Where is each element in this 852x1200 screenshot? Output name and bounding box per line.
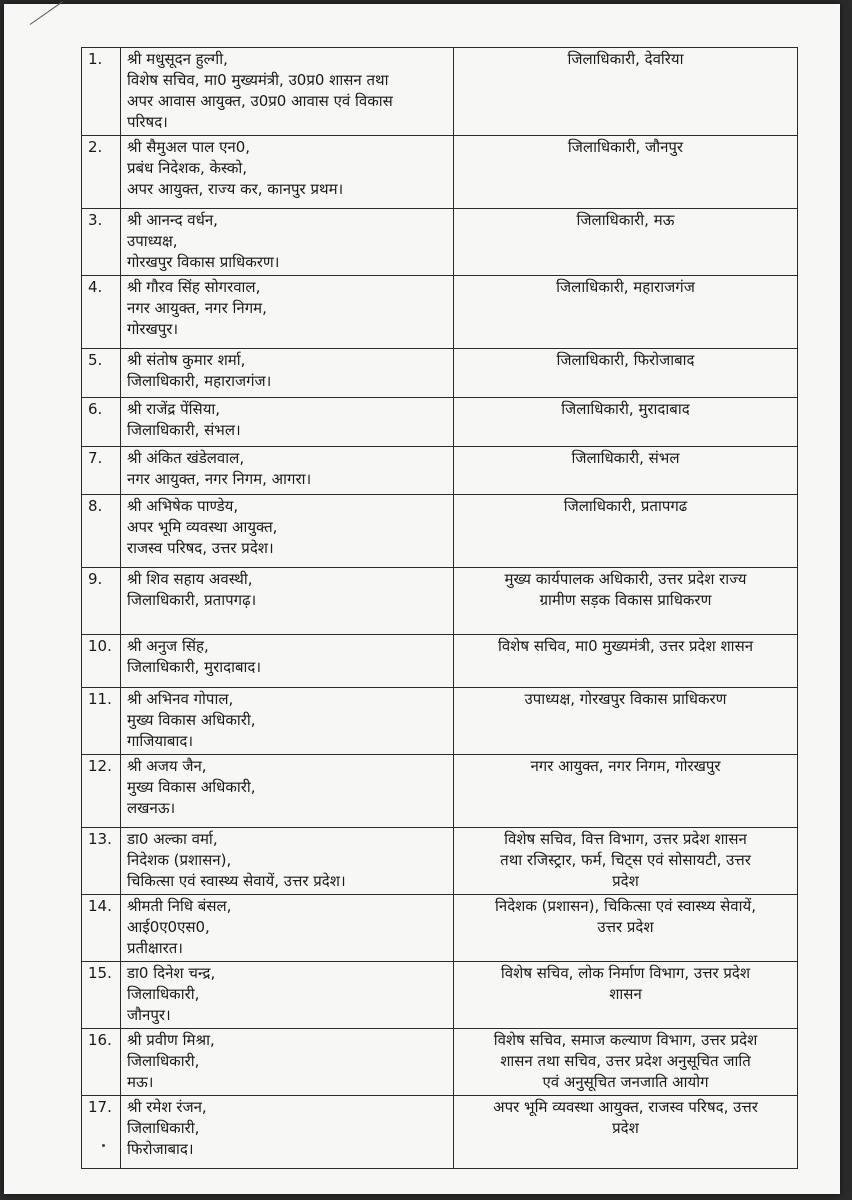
posting-line: विशेष सचिव, वित्त विभाग, उत्तर प्रदेश शासन (504, 830, 747, 849)
posting-line: तथा रजिस्ट्रार, फर्म, चिट्स एवं सोसायटी, उत्तर (500, 851, 751, 870)
new-posting (454, 1028, 798, 1095)
posting-line: जिलाधिकारी, संभल (571, 448, 680, 467)
officer-details (121, 446, 454, 495)
officer-line: अपर आयुक्त, राज्य कर, कानपुर प्रथम। (127, 180, 344, 199)
officer-line: उपाध्यक्ष, (127, 232, 178, 251)
officer-details (121, 1095, 454, 1168)
serial-number: 5. (82, 349, 121, 398)
officer-line: श्री अजय जैन, (127, 757, 207, 776)
table-row (82, 446, 798, 495)
officer-line: परिषद। (127, 113, 168, 131)
officer-line: जिलाधिकारी, संभल। (127, 420, 241, 439)
officer-line: प्रतीक्षारत। (127, 939, 183, 957)
new-posting (454, 1095, 798, 1168)
officer-line: चिकित्सा एवं स्वास्थ्य सेवायें, उत्तर प्रदेश। (127, 872, 346, 891)
serial-number: 4. (82, 276, 121, 349)
officer-line: डा0 दिनेश चन्द्र, (127, 963, 216, 982)
officer-line: श्री शिव सहाय अवस्थी, (127, 570, 253, 589)
officer-details (121, 635, 454, 688)
officer-line: श्री अंकित खंडेलवाल, (127, 448, 245, 467)
serial-number: 17. (82, 1095, 121, 1168)
serial-number: 6. (82, 397, 121, 446)
new-posting (454, 48, 798, 136)
officer-details (121, 568, 454, 635)
document-page (4, 4, 840, 1194)
officer-line: नगर आयुक्त, नगर निगम, (127, 299, 267, 318)
serial-number: 15. (82, 961, 121, 1028)
new-posting (454, 349, 798, 398)
officer-line: मुख्य विकास अधिकारी, (127, 711, 256, 730)
officer-details (121, 209, 454, 276)
table-row (82, 635, 798, 688)
posting-line: नगर आयुक्त, नगर निगम, गोरखपुर (530, 757, 721, 776)
posting-line: एवं अनुसूचित जनजाति आयोग (542, 1072, 709, 1091)
posting-line: मुख्य कार्यपालक अधिकारी, उत्तर प्रदेश राज्य (504, 570, 747, 589)
serial-number: 8. (82, 495, 121, 568)
officer-line: प्रबंध निदेशक, केस्को, (127, 159, 248, 178)
officer-line: श्री संतोष कुमार शर्मा, (127, 351, 246, 370)
officer-line: आई0ए0एस0, (127, 918, 210, 936)
posting-line: प्रदेश (612, 1118, 639, 1137)
posting-line: शासन (609, 984, 642, 1003)
officer-details (121, 688, 454, 755)
posting-line: जिलाधिकारी, फिरोजाबाद (556, 351, 695, 370)
serial-number: 9. (82, 568, 121, 635)
transfer-table (81, 47, 798, 1169)
officer-details (121, 961, 454, 1028)
officer-line: मुख्य विकास अधिकारी, (127, 778, 256, 797)
table-row (82, 1095, 798, 1168)
officer-line: श्री प्रवीण मिश्रा, (127, 1030, 215, 1049)
table-row (82, 397, 798, 446)
posting-line: प्रदेश (612, 872, 639, 891)
new-posting (454, 276, 798, 349)
posting-line: जिलाधिकारी, मुरादाबाद (561, 399, 690, 418)
officer-details (121, 755, 454, 828)
officer-line: श्री रमेश रंजन, (127, 1097, 207, 1116)
officer-line: जिलाधिकारी, मुरादाबाद। (127, 658, 262, 677)
officer-line: फिरोजाबाद। (127, 1139, 194, 1158)
table-row (82, 495, 798, 568)
pen-mark (30, 1, 63, 25)
officer-line: जिलाधिकारी, (127, 1118, 200, 1137)
posting-line: जिलाधिकारी, प्रतापगढ (563, 497, 688, 516)
serial-number: 12. (82, 755, 121, 828)
table-row (82, 755, 798, 828)
posting-line: विशेष सचिव, समाज कल्याण विभाग, उत्तर प्रदेश (493, 1030, 758, 1049)
officer-line: जिलाधिकारी, (127, 984, 200, 1003)
table-row (82, 688, 798, 755)
officer-details (121, 136, 454, 209)
table-row (82, 136, 798, 209)
officer-line: श्री सैमुअल पाल एन0, (127, 138, 251, 157)
officer-line: श्री अभिषेक पाण्डेय, (127, 497, 239, 516)
officer-line: श्री अभिनव गोपाल, (127, 690, 234, 709)
officer-line: श्री राजेंद्र पेंसिया, (127, 399, 221, 418)
new-posting (454, 828, 798, 895)
table-row (82, 961, 798, 1028)
officer-details (121, 495, 454, 568)
officer-line: नगर आयुक्त, नगर निगम, आगरा। (127, 469, 312, 488)
new-posting (454, 961, 798, 1028)
posting-line: जिलाधिकारी, देवरिया (567, 50, 684, 68)
officer-line: डा0 अल्का वर्मा, (127, 830, 218, 849)
officer-line: गाजियाबाद। (127, 732, 194, 751)
officer-details (121, 349, 454, 398)
serial-number: 7. (82, 446, 121, 495)
new-posting (454, 209, 798, 276)
officer-line: अपर आवास आयुक्त, उ0प्र0 आवास एवं विकास (127, 92, 393, 110)
serial-number: 1. (82, 48, 121, 136)
table-row (82, 48, 798, 136)
officer-line: श्रीमती निधि बंसल, (127, 897, 232, 915)
table-row (82, 276, 798, 349)
officer-line: मऊ। (127, 1072, 154, 1091)
officer-details (121, 48, 454, 136)
officer-line: श्री आनन्द वर्धन, (127, 211, 218, 230)
serial-number: 10. (82, 635, 121, 688)
posting-line: उपाध्यक्ष, गोरखपुर विकास प्राधिकरण (524, 690, 727, 709)
officer-line: जौनपुर। (127, 1005, 171, 1024)
officer-details (121, 828, 454, 895)
new-posting (454, 568, 798, 635)
posting-line: शासन तथा सचिव, उत्तर प्रदेश अनुसूचित जाति (500, 1051, 751, 1070)
serial-number: 13. (82, 828, 121, 895)
officer-details (121, 895, 454, 962)
officer-line: श्री मधुसूदन हुल्गी, (127, 50, 228, 68)
serial-number: 2. (82, 136, 121, 209)
posting-line: विशेष सचिव, मा0 मुख्यमंत्री, उत्तर प्रदेश शासन (497, 637, 754, 656)
posting-line: जिलाधिकारी, महाराजगंज (556, 278, 695, 297)
officer-line: श्री अनुज सिंह, (127, 637, 209, 656)
posting-line: ग्रामीण सड़क विकास प्राधिकरण (539, 591, 712, 610)
ink-dot (102, 1144, 105, 1147)
serial-number: 16. (82, 1028, 121, 1095)
officer-line: लखनऊ। (127, 799, 176, 818)
officer-details (121, 276, 454, 349)
new-posting (454, 446, 798, 495)
new-posting (454, 688, 798, 755)
officer-line: विशेष सचिव, मा0 मुख्यमंत्री, उ0प्र0 शासन तथा (127, 71, 389, 89)
new-posting (454, 397, 798, 446)
officer-line: जिलाधिकारी, प्रतापगढ़। (127, 591, 257, 610)
table-row (82, 1028, 798, 1095)
new-posting (454, 635, 798, 688)
officer-line: निदेशक (प्रशासन), (127, 851, 232, 870)
posting-line: जिलाधिकारी, जौनपुर (567, 138, 684, 157)
table-row (82, 349, 798, 398)
table-row (82, 895, 798, 962)
new-posting (454, 495, 798, 568)
new-posting (454, 136, 798, 209)
posting-line: निदेशक (प्रशासन), चिकित्सा एवं स्वास्थ्य सेवायें, (495, 897, 756, 915)
serial-number: 11. (82, 688, 121, 755)
officer-line: अपर भूमि व्यवस्था आयुक्त, (127, 518, 278, 537)
posting-line: जिलाधिकारी, मऊ (576, 211, 675, 230)
serial-number: 14. (82, 895, 121, 962)
table-body (82, 48, 798, 1169)
posting-line: विशेष सचिव, लोक निर्माण विभाग, उत्तर प्रदेश (500, 963, 751, 982)
officer-line: जिलाधिकारी, (127, 1051, 200, 1070)
officer-details (121, 397, 454, 446)
table-row (82, 828, 798, 895)
posting-line: उत्तर प्रदेश (597, 918, 654, 936)
table-row (82, 568, 798, 635)
officer-line: गोरखपुर विकास प्राधिकरण। (127, 253, 280, 272)
new-posting (454, 895, 798, 962)
officer-line: राजस्व परिषद, उत्तर प्रदेश। (127, 539, 274, 558)
table-row (82, 209, 798, 276)
posting-line: अपर भूमि व्यवस्था आयुक्त, राजस्व परिषद, उत्तर (493, 1097, 758, 1116)
serial-number: 3. (82, 209, 121, 276)
officer-line: गोरखपुर। (127, 320, 179, 339)
officer-line: श्री गौरव सिंह सोगरवाल, (127, 278, 261, 297)
officer-details (121, 1028, 454, 1095)
new-posting (454, 755, 798, 828)
officer-line: जिलाधिकारी, महाराजगंज। (127, 372, 272, 391)
